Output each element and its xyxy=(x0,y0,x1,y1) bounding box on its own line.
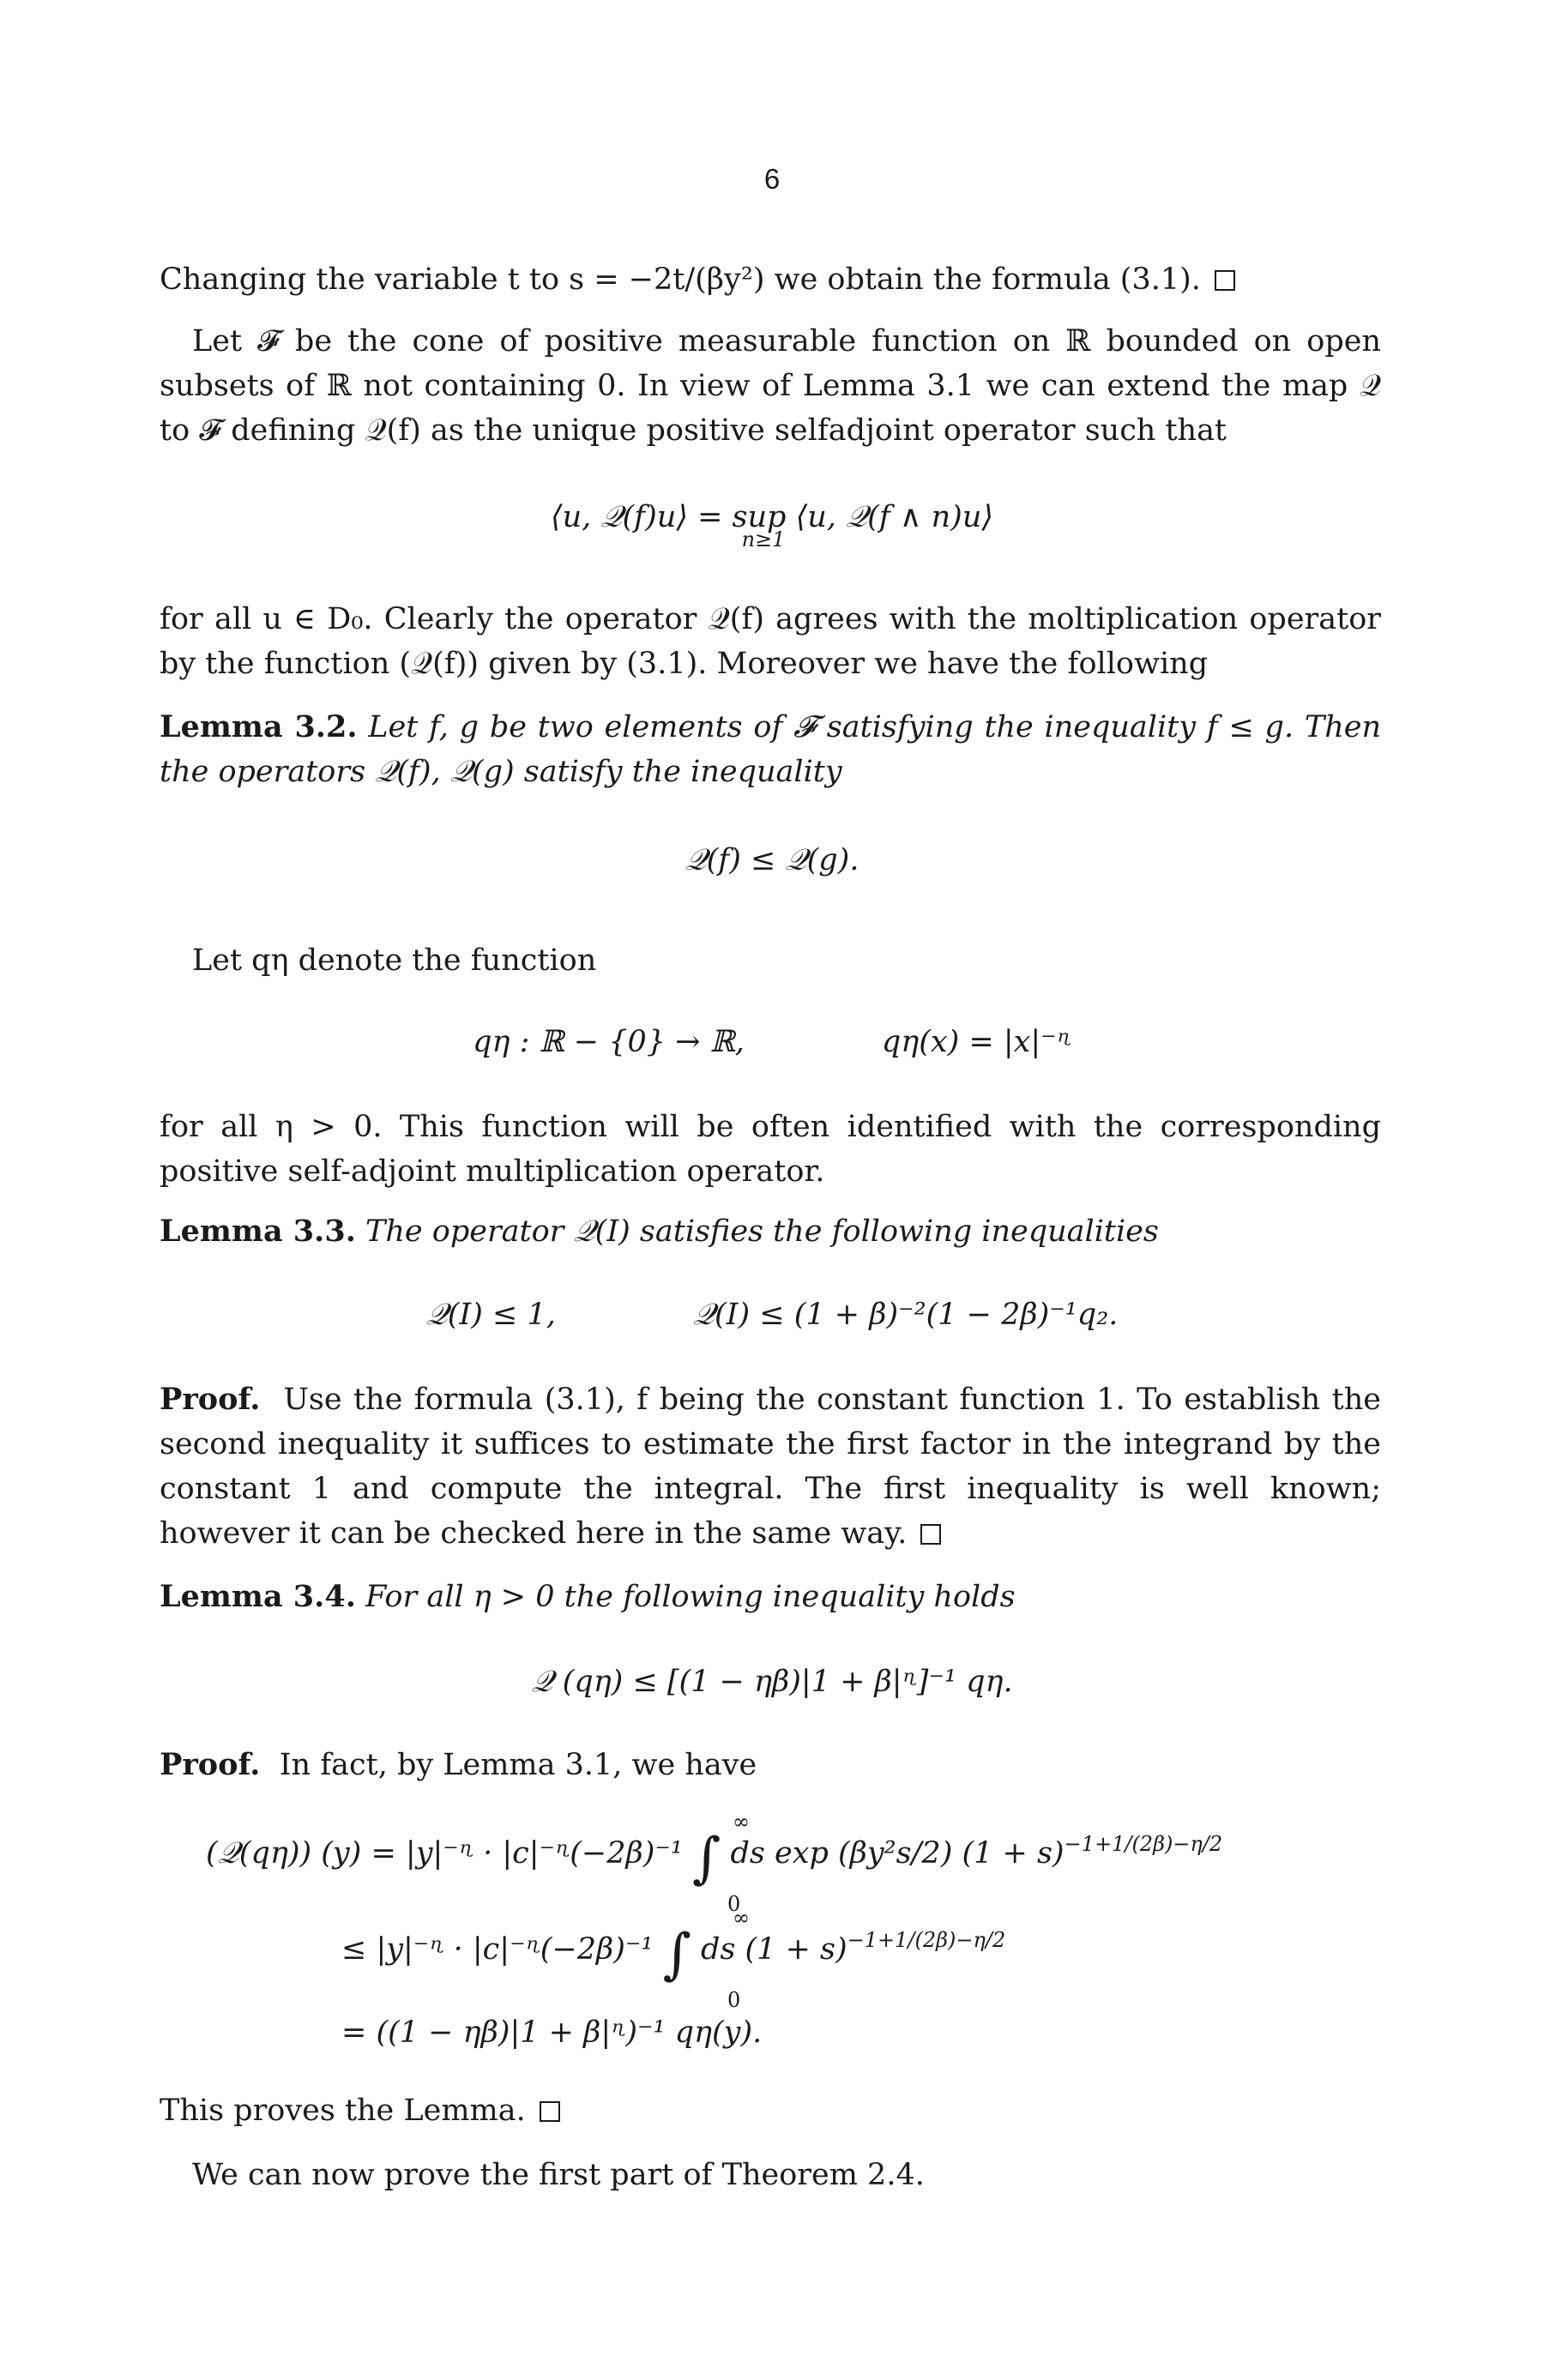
equation-q-eta-def xyxy=(0,1021,1544,1063)
paragraph-text: Changing the variable t to s = −2t/(βy²) we obtain the formula (3.1). xyxy=(160,262,1201,297)
equation-first: 𝒬(I) ≤ 1, xyxy=(425,1298,556,1332)
derivation-line-2 xyxy=(341,1923,1005,1986)
proof-text: Use the formula (3.1), f being the constant function 1. To establish the second inequality it suffices to estimate the first factor in the integrand by the constant 1 and compute the integral. The first inequality is well known; however it can be checked here in the same way. xyxy=(160,1383,1381,1551)
equation-inequalities xyxy=(0,1293,1544,1336)
proof-text: In fact, by Lemma 3.1, we have xyxy=(279,1748,757,1782)
paragraph-operator-agrees: for all u ∈ D₀. Clearly the operator 𝒬(f) agrees with the moltiplication operator by the function (𝒬(f)) given by (3.1). Moreover we have the following xyxy=(160,602,1381,681)
derivation-line-1 xyxy=(206,1827,1222,1890)
line-2-integrand: ds (1 + s) xyxy=(701,1932,847,1967)
equation-second: 𝒬(I) ≤ (1 + β)⁻²(1 − 2β)⁻¹q₂. xyxy=(692,1298,1119,1332)
lemma-heading: Lemma 3.4. xyxy=(160,1579,356,1614)
integral-upper-limit: ∞ xyxy=(733,1906,750,1930)
paragraph-formula-change xyxy=(160,257,1381,302)
integral-lower-limit: 0 xyxy=(727,1988,741,2012)
paragraph-proves-lemma xyxy=(160,2088,1381,2133)
line-1-exponent: −1+1/(2β)−η/2 xyxy=(1064,1832,1223,1856)
qed-square-icon xyxy=(920,1524,941,1545)
equation-derivation xyxy=(206,1810,1364,2067)
paragraph-cone-definition: Let 𝓕 be the cone of positive measurable function on ℝ bounded on open subsets of ℝ not containing 0. In view of Lemma 3.1 we can extend the map 𝒬 to 𝓕 defining 𝒬(f) as the unique positive selfadjoint operator such that xyxy=(160,324,1381,448)
lemma-3-3 xyxy=(160,1209,1381,1254)
equation-subscript: n≥1 xyxy=(741,527,786,551)
equation-map: qη : ℝ − {0} → ℝ, xyxy=(473,1025,745,1059)
paragraph-for-all-eta: for all η > 0. This function will be often identified with the corresponding positive self-adjoint multiplication operator. xyxy=(160,1110,1381,1189)
integral-sign: ∫ xyxy=(692,1827,721,1890)
qed-square-icon xyxy=(1215,270,1235,291)
lemma-3-2 xyxy=(160,705,1381,794)
proof-heading: Proof. xyxy=(160,1747,261,1782)
line-2-exponent: −1+1/(2β)−η/2 xyxy=(847,1928,1006,1952)
line-1-prefix: (𝒬(qη)) (y) = |y|⁻ᶯ · |c|⁻ᶯ(−2β)⁻¹ xyxy=(206,1836,683,1871)
proof-heading: Proof. xyxy=(160,1382,261,1417)
proof-lemma-3-4 xyxy=(160,1743,1381,1787)
equation-monotone: 𝒬(f) ≤ 𝒬(g). xyxy=(685,843,859,877)
integral-lower-limit: 0 xyxy=(727,1892,741,1916)
paragraph-theorem-2-4: We can now prove the first part of Theorem 2.4. xyxy=(192,2158,925,2192)
page-number: 6 xyxy=(763,163,781,195)
line-2-prefix: ≤ |y|⁻ᶯ · |c|⁻ᶯ(−2β)⁻¹ xyxy=(341,1932,654,1967)
lemma-heading: Lemma 3.3. xyxy=(160,1214,356,1249)
equation-lemma-3-4: 𝒬 (qη) ≤ [(1 − ηβ)|1 + β|ᶯ]⁻¹ qη. xyxy=(531,1665,1013,1699)
lemma-statement: The operator 𝒬(I) satisfies the following inequalities xyxy=(365,1214,1159,1249)
lemma-heading: Lemma 3.2. xyxy=(160,709,358,744)
qed-square-icon xyxy=(540,2101,560,2122)
equation-text: ⟨u, 𝒬(f)u⟩ = sup ⟨u, 𝒬(f ∧ n)u⟩ xyxy=(550,500,994,534)
equation-sup xyxy=(0,496,1544,551)
integral-upper-limit: ∞ xyxy=(733,1810,750,1834)
paragraph-text: This proves the Lemma. xyxy=(160,2094,526,2128)
lemma-3-4 xyxy=(160,1575,1381,1619)
line-1-integrand: ds exp (βy²s/2) (1 + s) xyxy=(730,1836,1065,1871)
lemma-statement: For all η > 0 the following inequality holds xyxy=(365,1580,1016,1614)
integral-sign: ∫ xyxy=(662,1923,691,1986)
equation-value: qη(x) = |x|⁻ᶯ xyxy=(881,1025,1071,1059)
paragraph-let-q-eta: Let qη denote the function xyxy=(192,943,597,978)
lemma-statement: Let f, g be two elements of 𝓕 satisfying the inequality f ≤ g. Then the operators 𝒬(f), 𝒬(g) satisfy the inequality xyxy=(160,710,1381,789)
proof-lemma-3-3 xyxy=(160,1377,1381,1556)
derivation-line-3: = ((1 − ηβ)|1 + β|ᶯ)⁻¹ qη(y). xyxy=(341,2015,763,2050)
